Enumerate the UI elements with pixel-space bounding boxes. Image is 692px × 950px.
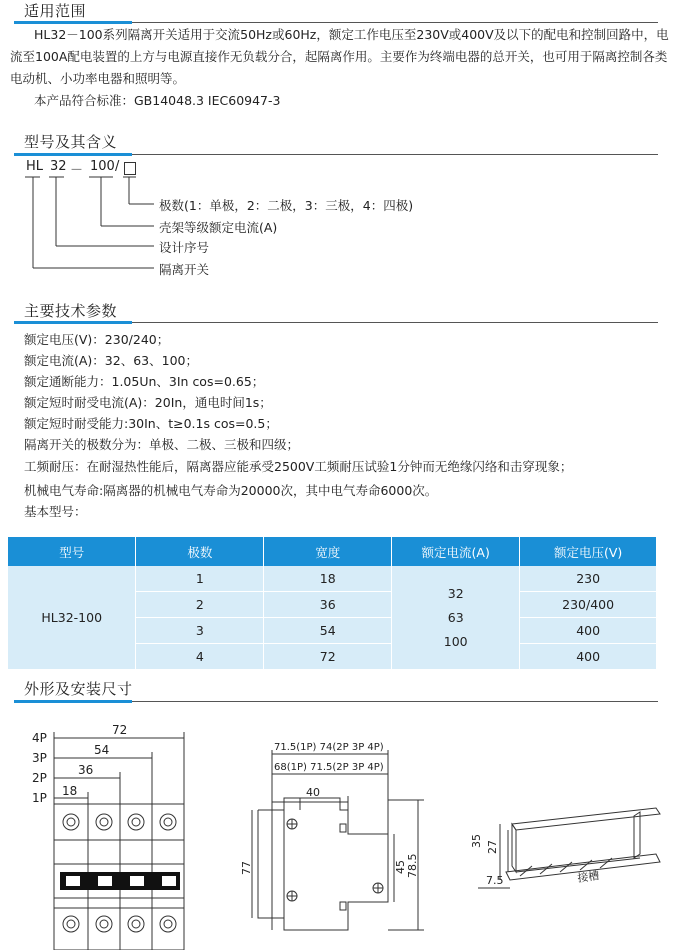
table-cell-model: HL32-100 <box>8 566 136 670</box>
table-cell-poles: 2 <box>136 592 264 618</box>
dim-side-top2: 68(1P) 71.5(2P 3P 4P) <box>274 762 384 773</box>
tree-label-frame-current: 壳架等级额定电流(A) <box>159 220 278 235</box>
param-line: 额定短时耐受电流(A)：20In，通电时间1s； <box>24 395 272 410</box>
section-accent-bar <box>14 321 132 324</box>
param-line: 机械电气寿命:隔离器的机械电气寿命为20000次，其中电气寿命6000次。 <box>24 483 438 498</box>
model-code-slash: / <box>115 159 120 174</box>
dim-side-785: 78.5 <box>406 853 419 878</box>
table-cell-currents <box>392 566 520 670</box>
dim-36: 36 <box>78 763 94 777</box>
table-cell-current: 100 <box>443 633 468 649</box>
dim-side-top1: 71.5(1P) 74(2P 3P 4P) <box>274 742 384 753</box>
table-cell-poles: 1 <box>136 566 264 592</box>
param-line: 基本型号： <box>24 504 87 519</box>
param-line: 额定电流(A)：32、63、100； <box>24 353 198 368</box>
pole-label-4p: 4P <box>32 731 47 745</box>
scope-paragraph: HL32－100系列隔离开关适用于交流50Hz或60Hz，额定工作电压至230V或400V及以下的配电和控制回路中，电流至100A配电装置的上方与电源直接作无负载分合，起隔离作用。主要作为终端电器的总开关，也可用于隔离控制各类电动机、小功率电器和照明等。 <box>10 27 669 86</box>
front-view-drawing <box>28 720 228 950</box>
model-code-32: 32 <box>50 159 67 174</box>
table-header-current: 额定电流(A) <box>392 537 520 566</box>
dim-rail-35: 35 <box>470 834 483 848</box>
pole-label-3p: 3P <box>32 751 47 765</box>
param-line: 额定电压(V)：230/240； <box>24 332 170 347</box>
pole-label-2p: 2P <box>32 771 47 785</box>
table-cell-width: 72 <box>264 644 392 670</box>
section-accent-bar <box>14 153 132 156</box>
dim-72: 72 <box>112 723 128 737</box>
spec-table <box>8 537 656 670</box>
table-header-width: 宽度 <box>264 537 392 566</box>
table-cell-width: 54 <box>264 618 392 644</box>
din-rail-drawing <box>460 796 680 916</box>
dim-54: 54 <box>94 743 110 757</box>
table-cell-poles: 4 <box>136 644 264 670</box>
dim-rail-75: 7.5 <box>486 874 504 887</box>
rail-label: 接槽 <box>576 869 601 885</box>
table-cell-width: 18 <box>264 566 392 592</box>
table-header-voltage: 额定电压(V) <box>520 537 656 566</box>
param-line: 额定通断能力：1.05Un、3In cos=0.65； <box>24 374 265 389</box>
table-cell-width: 36 <box>264 592 392 618</box>
section-title-params: 主要技术参数 <box>24 302 118 320</box>
section-title-scope: 适用范围 <box>24 2 87 20</box>
table-cell-voltage: 400 <box>520 618 656 644</box>
param-line: 工频耐压：在耐湿热性能后，隔离器应能承受2500V工频耐压试验1分钟而无绝缘闪络和击穿现象； <box>24 459 573 474</box>
dim-side-77: 77 <box>240 861 253 875</box>
table-cell-poles: 3 <box>136 618 264 644</box>
table-header-poles: 极数 <box>136 537 264 566</box>
dim-side-45: 45 <box>394 860 407 874</box>
tree-label-design-no: 设计序号 <box>159 240 210 255</box>
model-code-hl: HL <box>26 159 44 174</box>
dim-rail-27: 27 <box>486 840 499 854</box>
tree-label-poles: 极数(1：单极，2：二极，3：三极，4：四极) <box>159 198 414 213</box>
standard-paragraph: 本产品符合标准：GB14048.3 IEC60947-3 <box>34 93 281 108</box>
pole-label-1p: 1P <box>32 791 47 805</box>
side-view-drawing <box>240 740 440 940</box>
table-cell-voltage: 400 <box>520 644 656 670</box>
tree-label-isolator: 隔离开关 <box>159 262 210 277</box>
dim-18: 18 <box>62 784 78 798</box>
param-line: 额定短时耐受能力:30In、t≥0.1s cos=0.5； <box>24 416 278 431</box>
table-row <box>8 566 656 592</box>
dim-side-40: 40 <box>306 786 320 799</box>
section-title-model: 型号及其含义 <box>24 133 118 151</box>
table-cell-current: 32 <box>447 585 464 601</box>
param-line: 隔离开关的极数分为：单极、二极、三极和四级； <box>24 437 300 452</box>
table-header-model: 型号 <box>8 537 136 566</box>
model-code-dash: － <box>70 163 84 178</box>
model-tree-lines <box>0 170 692 310</box>
table-cell-voltage: 230 <box>520 566 656 592</box>
table-header-row <box>8 537 656 566</box>
model-code-100: 100 <box>90 159 115 174</box>
table-cell-voltage: 230/400 <box>520 592 656 618</box>
section-accent-bar <box>14 700 132 703</box>
table-cell-current: 63 <box>447 609 464 625</box>
section-title-dimensions: 外形及安装尺寸 <box>24 680 133 698</box>
